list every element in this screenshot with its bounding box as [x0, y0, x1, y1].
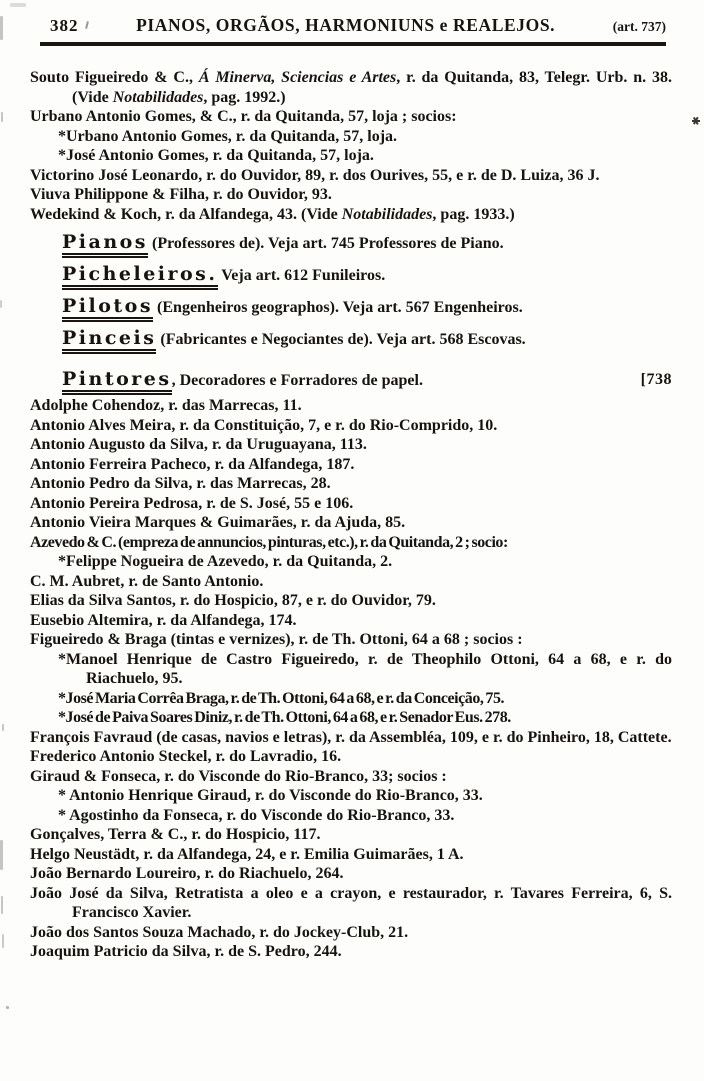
entry-text: *José de Paiva Soares Diniz, r. de Th. Ottoni, 64 a 68, e r. Senador Eus. 278. [58, 709, 511, 726]
section-rest-text: (Professores de). Veja art. 745 Professores de Piano. [148, 235, 504, 252]
directory-entry [30, 942, 672, 962]
directory-entry [30, 884, 672, 923]
section-head-word: Pinceis [62, 327, 156, 354]
directory-entry [30, 708, 672, 728]
page-title: PIANOS, ORGÃOS, HARMONIUNS e REALEJOS. [136, 15, 556, 35]
entry-text: , pag. 1933.) [432, 205, 515, 223]
section-rest-text: (Fabricantes e Negociantes de). Veja art. 568 Escovas. [156, 331, 526, 348]
entry-text: Adolphe Cohendoz, r. das Marrecas, 11. [30, 397, 302, 414]
directory-entry [30, 806, 672, 826]
entry-text: , r. da Quitanda, 83, Telegr. Urb. n. 38. (Vide [72, 69, 672, 106]
entry-text: * Antonio Henrique Giraud, r. do Visconde do Rio-Branco, 33. [58, 787, 483, 804]
running-head [40, 0, 666, 46]
directory-entry [30, 107, 672, 127]
section-head-word: Pintores [62, 368, 172, 395]
directory-entry [30, 513, 672, 533]
section-heading [30, 230, 672, 256]
directory-entry [30, 146, 672, 166]
entry-text: Joaquim Patricio da Silva, r. de S. Pedro, 244. [30, 943, 342, 960]
entry-text: Antonio Vieira Marques & Guimarães, r. da Ajuda, 85. [30, 514, 406, 531]
entry-text: Frederico Antonio Steckel, r. do Lavradio, 16. [30, 748, 342, 765]
entry-text: *Urbano Antonio Gomes, r. da Quitanda, 57, loja. [58, 127, 398, 145]
entry-text: João José da Silva, Retratista a oleo e a crayon, e restaurador, r. Tavares Ferreira, 6, S. Francisco Xavier. [30, 884, 672, 921]
directory-entry [30, 767, 672, 787]
entry-text-italic: Notabilidades [112, 88, 204, 106]
directory-entry [30, 68, 672, 107]
scan-speck [1, 896, 3, 914]
section-head-word: Pianos [62, 231, 148, 258]
entry-text: *José Maria Corrêa Braga, r. de Th. Ottoni, 64 a 68, e r. da Conceição, 75. [58, 689, 505, 707]
scan-speck [1, 112, 3, 122]
entry-text: Antonio Pedro da Silva, r. das Marrecas, 28. [30, 475, 331, 492]
entry-text: *José Antonio Gomes, r. da Quitanda, 57, loja. [58, 147, 374, 164]
entry-text: João dos Santos Souza Machado, r. do Jockey-Club, 21. [30, 923, 409, 941]
directory-entry [30, 552, 672, 572]
directory-entry [30, 396, 672, 416]
directory-entry [30, 533, 672, 553]
directory-entry [30, 205, 672, 225]
entry-text: *Felippe Nogueira de Azevedo, r. da Quitanda, 2. [58, 553, 393, 570]
scan-speck [6, 1006, 9, 1009]
directory-entry [30, 591, 672, 611]
column-reference: [738 [640, 371, 672, 388]
directory-entry [30, 923, 672, 943]
entry-text: Azevedo & C. (empreza de annuncios, pinturas, etc.), r. da Quitanda, 2 ; socio: [30, 533, 508, 551]
entry-text: C. M. Aubret, r. de Santo Antonio. [30, 572, 264, 590]
directory-entry [30, 572, 672, 592]
directory-entry [30, 127, 672, 147]
entry-text: Giraud & Fonseca, r. do Visconde do Rio-Branco, 33; socios : [30, 767, 447, 785]
directory-entry [30, 650, 672, 689]
entry-text: , pag. 1992.) [203, 88, 286, 106]
section-heading [30, 326, 672, 352]
entry-text: Antonio Alves Meira, r. da Constituição, 7, e r. do Rio-Comprido, 10. [30, 416, 498, 434]
section-rest-text: (Engenheiros geographos). Veja art. 567 Engenheiros. [153, 299, 523, 316]
section-heading [30, 294, 672, 320]
scan-speck [0, 300, 2, 308]
directory-entry [30, 786, 672, 806]
directory-entry [30, 416, 672, 436]
article-reference: (art. 737) [612, 19, 666, 34]
scan-speck [0, 840, 3, 870]
section-rest-text: , Decoradores e Forradores de papel. [171, 372, 423, 389]
entry-text: Eusebio Altemira, r. da Alfandega, 174. [30, 611, 297, 629]
section-head-word: Pilotos [62, 295, 153, 322]
directory-entry [30, 689, 672, 709]
scan-speck [2, 724, 4, 731]
entry-text: *Manoel Henrique de Castro Figueiredo, r. de Theophilo Ottoni, 64 a 68, e r. do Riachuelo, 95. [58, 650, 672, 687]
entry-text: François Favraud (de casas, navios e letras), r. da Assembléa, 109, e r. do Pinheiro, 18, Cattete. [30, 728, 672, 746]
entry-text: Antonio Pereira Pedrosa, r. de S. José, 55 e 106. [30, 494, 354, 512]
directory-entry [30, 494, 672, 514]
directory-entry [30, 455, 672, 475]
section-heading [30, 262, 672, 288]
entry-text: Souto Figueiredo & C., [30, 69, 199, 86]
entry-text: Antonio Ferreira Pacheco, r. da Alfandega, 187. [30, 455, 355, 473]
directory-entry [30, 611, 672, 631]
directory-list [30, 68, 672, 962]
entry-text-italic: Notabilidades [341, 205, 433, 223]
directory-entry [30, 185, 672, 205]
entry-text: * Agostinho da Fonseca, r. do Visconde do Rio-Branco, 33. [58, 806, 455, 824]
entry-text: Urbano Antonio Gomes, & C., r. da Quitanda, 57, loja ; socios: [30, 108, 457, 125]
entry-text: Gonçalves, Terra & C., r. do Hospicio, 117. [30, 826, 321, 843]
directory-entry [30, 435, 672, 455]
directory-entry [30, 845, 672, 865]
section-head-word: Picheleiros. [62, 263, 218, 290]
directory-entry [30, 825, 672, 845]
entry-text: Viuva Philippone & Filha, r. do Ouvidor, 93. [30, 186, 332, 203]
entry-text-italic: Á Minerva, Sciencias e Artes [198, 69, 397, 86]
entry-text: Victorino José Leonardo, r. do Ouvidor, 89, r. dos Ourives, 55, e r. de D. Luiza, 36 J. [30, 166, 600, 184]
entry-text: João Bernardo Loureiro, r. do Riachuelo, 264. [30, 865, 344, 882]
entry-text: Figueiredo & Braga (tintas e vernizes), r. de Th. Ottoni, 64 a 68 ; socios : [30, 631, 523, 648]
directory-entry [30, 630, 672, 650]
directory-entry [30, 728, 672, 748]
directory-entry [30, 166, 672, 186]
scan-speck [2, 934, 4, 948]
page-number: 382 [50, 16, 79, 35]
ink-mark [692, 117, 700, 125]
directory-entry [30, 474, 672, 494]
entry-text: Antonio Augusto da Silva, r. da Uruguayana, 113. [30, 436, 367, 453]
entry-text: Helgo Neustädt, r. da Alfandega, 24, e r. Emilia Guimarães, 1 A. [30, 845, 464, 863]
entry-text: Elias da Silva Santos, r. do Hospicio, 87, e r. do Ouvidor, 79. [30, 592, 436, 609]
entry-text: Wedekind & Koch, r. da Alfandega, 43. (Vide [30, 205, 342, 223]
directory-entry [30, 747, 672, 767]
directory-entry [30, 864, 672, 884]
section-heading [30, 367, 672, 393]
scan-speck [10, 3, 26, 7]
scan-speck [0, 16, 3, 40]
section-rest-text: Veja art. 612 Funileiros. [217, 267, 386, 284]
